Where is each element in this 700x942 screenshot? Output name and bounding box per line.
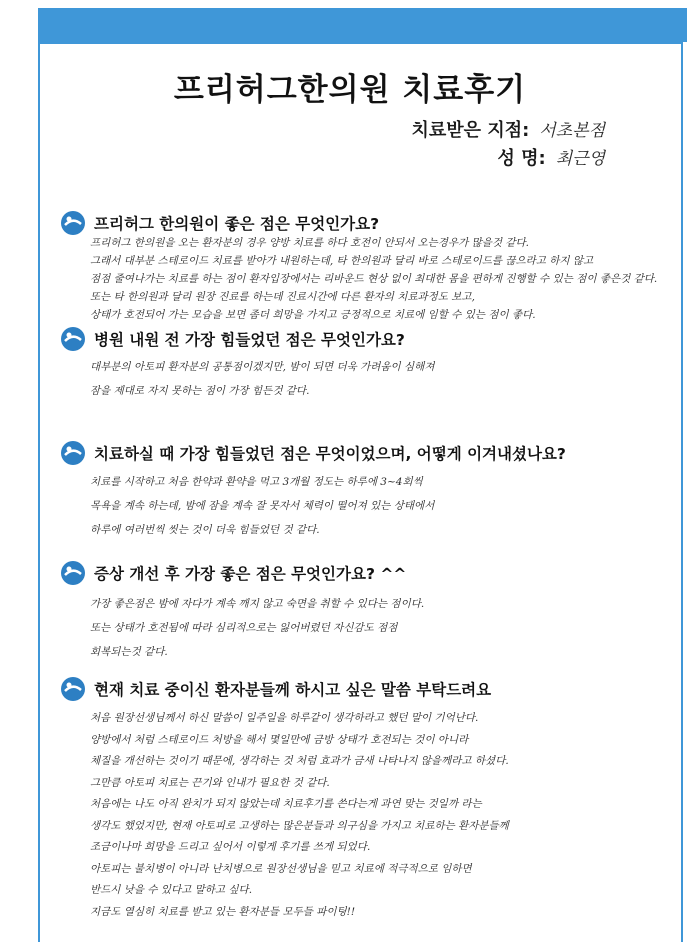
question-1 (60, 210, 379, 236)
answer-1-line: 상태가 호전되어 가는 모습을 보면 좀더 희망을 가지고 긍정적으로 치료에 임할 수 있는 점이 좋다. (90, 309, 536, 321)
answer-5-line: 반드시 낫을 수 있다고 말하고 싶다. (90, 884, 253, 896)
answer-1-line: 또는 타 한의원과 달리 원장 진료를 하는데 진료시간에 다른 환자의 치료과정도 보고, (90, 291, 475, 303)
answer-5-line: 지금도 열심히 치료를 받고 있는 환자분들 모두들 파이팅!! (90, 905, 356, 918)
clinic-logo-icon (60, 560, 86, 586)
answer-2-line: 잠을 제대로 자지 못하는 점이 가장 힘든것 같다. (90, 385, 310, 397)
answer-3-line: 목욕을 계속 하는데, 밤에 잠을 계속 잘 못자서 체력이 떨어져 있는 상태에서 (90, 500, 435, 512)
answer-3-line: 하루에 여러번씩 씻는 것이 더욱 힘들었던 것 같다. (90, 524, 320, 536)
name-row (497, 144, 605, 170)
answer-5-line: 체질을 개선하는 것이기 때문에, 생각하는 것 처럼 효과가 금새 나타나지 않을께라고 하셨다. (90, 755, 509, 767)
answer-5-line: 생각도 했었지만, 현재 아토피로 고생하는 많은분들과 의구심을 가지고 치료하는 환자분들께 (90, 819, 509, 832)
branch-value: 서초본점 (539, 121, 605, 141)
answer-5-line: 처음 원장선생님께서 하신 말씀이 일주일을 하루같이 생각하라고 했던 말이 기억난다. (90, 712, 479, 724)
clinic-logo-icon (60, 676, 86, 702)
answer-1-line: 프리허그 한의원을 오는 환자분의 경우 양방 치료를 하다 호전이 안되서 오는경우가 많을것 같다. (90, 237, 529, 249)
answer-3 (90, 470, 670, 542)
page-title: 프리허그한의원 치료후기 (173, 72, 527, 108)
question-3-text: 치료하실 때 가장 힘들었던 점은 무엇이었으며, 어떻게 이겨내셨나요? (94, 445, 566, 463)
question-5 (60, 676, 491, 702)
answer-5-line: 처음에는 나도 아직 완치가 되지 않았는데 치료후기를 쓴다는게 과연 맞는 것일까 라는 (90, 798, 482, 810)
answer-1 (90, 234, 670, 324)
answer-3-line: 치료를 시작하고 처음 한약과 환약을 먹고 3개월 정도는 하루에 3~4회씩 (90, 476, 423, 488)
answer-2-line: 대부분의 아토피 환자분의 공통점이겠지만, 밤이 되면 더욱 가려움이 심해져 (90, 361, 435, 373)
answer-5-line: 그만큼 아토피 치료는 끈기와 인내가 필요한 것 같다. (90, 776, 330, 789)
answer-5-line: 조금이나마 희망을 드리고 싶어서 이렇게 후기를 쓰게 되었다. (90, 841, 371, 853)
answer-5-line: 아토피는 불치병이 아니라 난치병으로 원장선생님을 믿고 치료에 적극적으로 임하면 (90, 862, 472, 875)
answer-2 (90, 355, 670, 403)
clinic-logo-icon (60, 210, 86, 236)
answer-5 (90, 708, 670, 923)
branch-label: 치료받은 지점: (411, 120, 530, 141)
answer-4-line: 또는 상태가 호전됨에 따라 심리적으로는 잃어버렸던 자신감도 점점 (90, 622, 398, 634)
clinic-logo-icon (60, 326, 86, 352)
answer-4-line: 가장 좋은점은 밤에 자다가 계속 깨지 않고 숙면을 취할 수 있다는 점이다. (90, 598, 425, 610)
answer-5-line: 양방에서 처럼 스테로이드 처방을 해서 몇일만에 금방 상태가 호전되는 것이 아니라 (90, 733, 469, 746)
question-2-text: 병원 내원 전 가장 힘들었던 점은 무엇인가요? (94, 331, 405, 349)
question-3 (60, 440, 566, 466)
branch-row (412, 116, 606, 142)
clinic-logo-icon (60, 440, 86, 466)
question-4-text: 증상 개선 후 가장 좋은 점은 무엇인가요? ^^ (94, 565, 407, 583)
answer-4-line: 회복되는것 같다. (90, 646, 168, 658)
name-label: 성 명: (497, 148, 546, 169)
header-bar (38, 8, 687, 42)
question-4 (60, 560, 406, 586)
answer-1-line: 그래서 대부분 스테로이드 치료를 받아가 내원하는데, 타 한의원과 달리 바로 스테로이드를 끊으라고 하지 않고 (90, 255, 594, 267)
name-value: 최근영 (555, 149, 605, 169)
answer-4 (90, 592, 670, 664)
answer-1-line: 점점 줄여나가는 치료를 하는 점이 환자입장에서는 리바운드 현상 없이 최대한 몸을 편하게 진행할 수 있는 점이 좋은것 같다. (90, 273, 658, 285)
question-2 (60, 326, 405, 352)
question-1-text: 프리허그 한의원이 좋은 점은 무엇인가요? (94, 215, 380, 233)
question-5-text: 현재 치료 중이신 환자분들께 하시고 싶은 말씀 부탁드려요 (94, 681, 492, 699)
